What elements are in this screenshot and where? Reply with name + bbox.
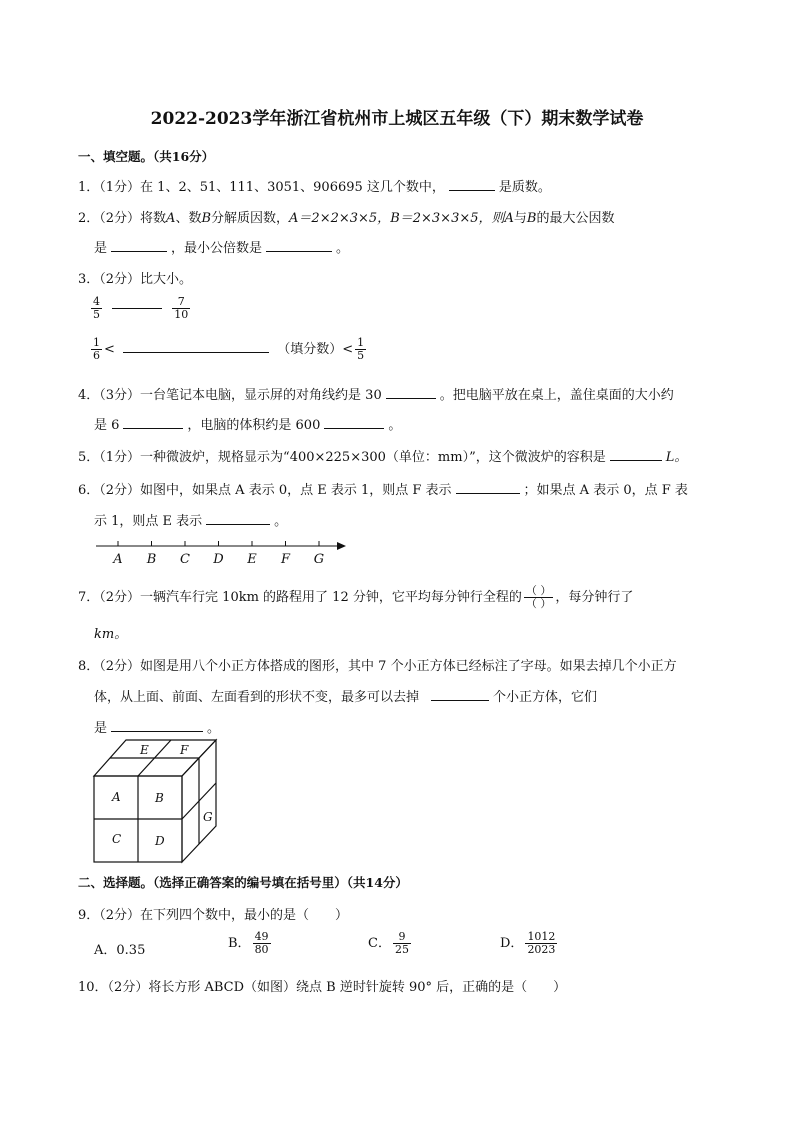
question-3-compare-1 [89,296,192,321]
text: 7．（2分）一辆汽车行完 10km 的路程用了 12 分钟，它平均每分钟行全程的 [78,590,522,605]
section-heading-choice: 二、选择题。（选择正确答案的编号填在括号里）（共14分） [78,875,408,890]
variable-b: B [526,211,537,226]
less-than-sign: < [104,342,115,357]
answer-blank[interactable] [610,447,662,461]
option-d[interactable]: D． $\frac{1012}{2023}$ [500,930,556,956]
equation-b: B＝2×3×3×5，则 [390,211,505,226]
text: 、数 [175,211,202,226]
fraction: $\frac{4}{5}$ [93,295,100,321]
answer-blank[interactable] [111,718,203,732]
number-line-figure [92,536,352,570]
question-7-line2: km。 [94,627,128,642]
text: 分解质因数， [211,211,290,226]
answer-blank[interactable] [123,415,183,429]
option-a[interactable]: A．0.35 [94,943,146,958]
text: 5．（1分）一种微波炉，规格显示为“400×225×300（单位：mm）”，这个微波炉的容积是 [78,450,606,465]
fraction-blank[interactable]: $\frac{( )}{( )}$ [525,584,552,610]
text: 个小正方体，它们 [493,690,598,705]
fraction: $\frac{7}{10}$ [174,295,189,321]
question-9: 9．（2分）在下列四个数中，最小的是（ ） [78,908,349,923]
answer-blank[interactable] [123,339,269,353]
question-3: 3．（2分）比大小。 [78,272,193,287]
point-label-b: B [146,552,157,567]
page-title: 2022-2023学年浙江省杭州市上城区五年级（下）期末数学试卷 [150,109,644,129]
point-label-d: D [213,552,224,567]
answer-blank[interactable] [112,308,162,309]
point-label-f: F [280,552,291,567]
less-than-sign: < [342,342,354,357]
cube-label-g: G [203,810,213,824]
question-2-line2 [94,237,349,256]
question-1-tail: 是质数。 [498,180,551,195]
section-heading-fill-in: 一、填空题。（共16分） [78,149,215,164]
text: ；如果点 A 表示 0，点 F 表 [523,483,688,498]
text: 4．（3分）一台笔记本电脑，显示屏的对角线约是 30 [78,388,382,403]
question-10: 10．（2分）将长方形 ABCD（如图）绕点 B 逆时针旋转 90° 后，正确的是（ ） [78,980,567,995]
cube-label-a: A [112,790,121,804]
question-6-line1 [78,479,688,498]
answer-blank[interactable] [449,177,495,191]
unit: L。 [665,450,688,465]
answer-blank[interactable] [431,687,489,701]
question-4-line2 [94,414,401,433]
variable-a: A [504,211,514,226]
question-6-line2 [94,510,287,529]
text: 。 [274,514,288,529]
text: ，每分钟行了 [555,590,634,605]
text: ，电脑的体积约是 600 [187,418,321,433]
question-7-line1 [78,585,633,610]
question-8-line3 [94,717,220,736]
text: 6．（2分）如图中，如果点 A 表示 0，点 E 表示 1，则点 F 表示 [78,483,452,498]
cube-label-e: E [140,743,149,757]
text: 是 6 [94,418,120,433]
text: 是 [94,241,108,256]
point-label-g: G [313,552,325,567]
cube-label-b: B [155,791,164,805]
cube-label-d: D [155,834,165,848]
fraction: $\frac{1}{5}$ [357,336,365,362]
answer-blank[interactable] [206,511,270,525]
text: 体，从上面、前面、左面看到的形状不变，最多可以去掉 [94,690,420,705]
answer-blank[interactable] [266,238,332,252]
text: 2．（2分）将数 [78,211,167,226]
question-1-text: 1．（1分）在 1、2、51、111、3051、906695 这几个数中， [78,180,445,195]
question-5 [78,446,687,465]
point-label-e: E [247,552,257,567]
question-4-line1 [78,384,674,403]
answer-blank[interactable] [386,385,436,399]
text: 与 [513,211,527,226]
text: 示 1，则点 E 表示 [94,514,203,529]
cube-figure [92,738,224,866]
cube-label-c: C [112,832,122,846]
equation-a: A＝2×2×3×5， [289,211,391,226]
text: 。 [336,241,350,256]
fraction: $\frac{1012}{2023}$ [527,930,556,956]
text: （填分数） [277,342,343,357]
text: 。 [207,721,221,736]
question-3-compare-2 [89,337,368,362]
option-b[interactable]: B． $\frac{49}{80}$ [228,930,269,956]
answer-blank[interactable] [456,480,520,494]
cube-label-f: F [180,743,189,757]
text: 。把电脑平放在桌上，盖住桌面的大小约 [439,388,674,403]
text: ，最小公倍数是 [171,241,263,256]
question-2-line1 [78,207,615,226]
point-label-a: A [113,552,123,567]
text: 的最大公因数 [536,211,615,226]
point-label-c: C [180,552,190,567]
answer-blank[interactable] [111,238,167,252]
question-8-line2 [94,686,597,705]
variable-a: A [166,211,176,226]
text: 。 [388,418,402,433]
answer-blank[interactable] [324,415,384,429]
text: 是 [94,721,108,736]
question-1 [78,176,551,195]
fraction: $\frac{1}{6}$ [93,336,100,362]
variable-b: B [201,211,212,226]
arrow-head [337,542,346,550]
fraction: $\frac{49}{80}$ [254,930,269,956]
option-c[interactable]: C． $\frac{9}{25}$ [368,930,409,956]
fraction: $\frac{9}{25}$ [394,930,409,956]
question-8-line1: 8．（2分）如图是用八个小正方体搭成的图形，其中 7 个小正方体已经标注了字母。如果去掉几个小正方 [78,659,677,674]
